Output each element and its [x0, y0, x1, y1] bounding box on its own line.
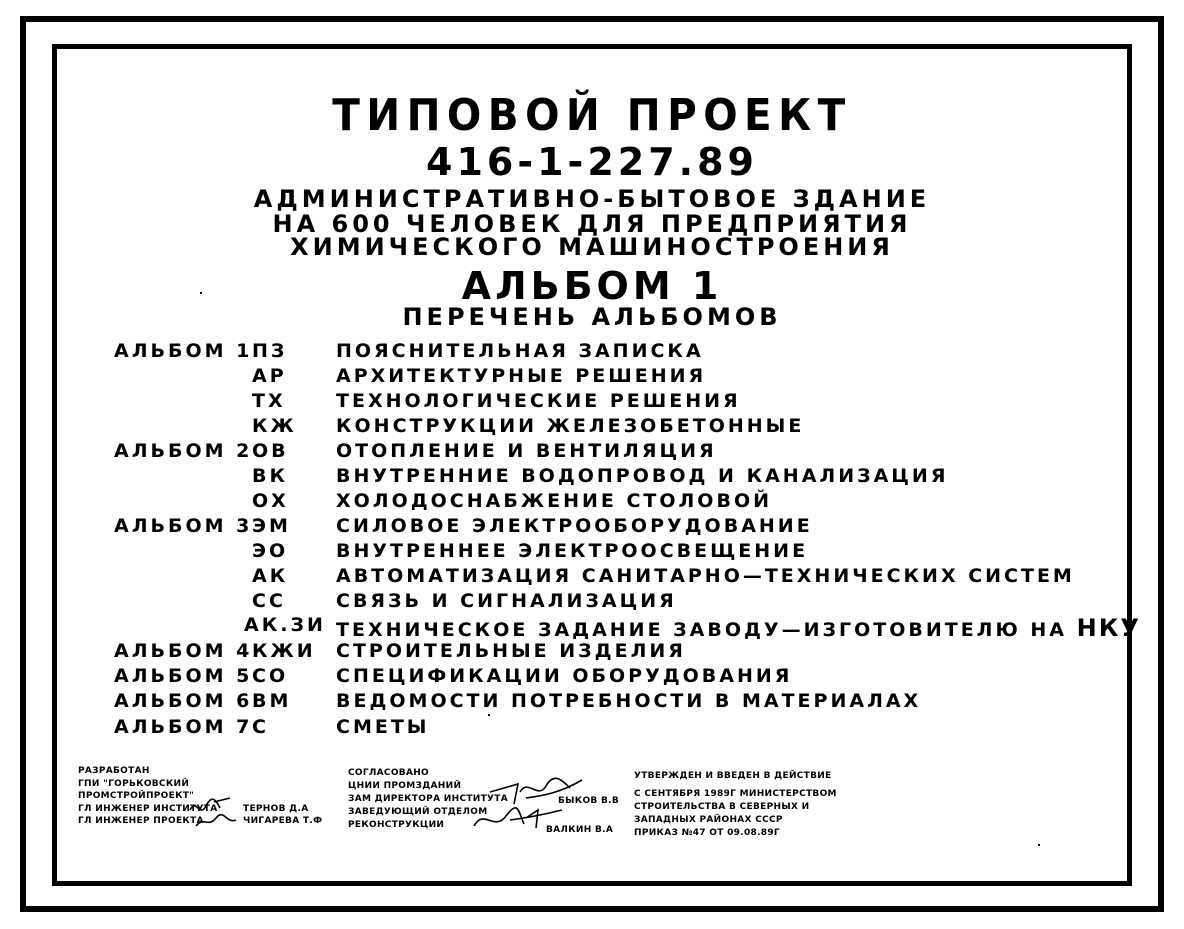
list-item	[0, 716, 1184, 742]
agreed-line: ЦНИИ ПРОМЗДАНИЙ	[348, 781, 462, 791]
section-code: КЖИ	[252, 640, 316, 662]
nku-label: НКУ	[1076, 614, 1141, 642]
speck	[200, 292, 202, 294]
section-code: АК.ЗИ	[244, 614, 326, 636]
signature-scribble	[186, 796, 242, 830]
section-code: ПЗ	[252, 340, 288, 362]
section-name: СПЕЦИФИКАЦИИ ОБОРУДОВАНИЯ	[336, 665, 793, 687]
section-code: ОВ	[252, 440, 289, 462]
list-item	[0, 465, 1184, 491]
signer-name: ТЕРНОВ Д.А	[243, 804, 309, 814]
section-code: ВМ	[252, 690, 292, 712]
agreed-line: ЗАМ ДИРЕКТОРА ИНСТИТУТА	[348, 794, 509, 804]
project-number: 416-1-227.89	[426, 140, 758, 184]
list-title: ПЕРЕЧЕНЬ АЛЬБОМОВ	[402, 303, 782, 331]
list-item	[0, 440, 1184, 466]
album-label: АЛЬБОМ 6	[114, 690, 253, 712]
list-item	[0, 540, 1184, 566]
speck	[1038, 844, 1040, 846]
signer-name: БЫКОВ В.В	[558, 796, 620, 806]
section-name: СТРОИТЕЛЬНЫЕ ИЗДЕЛИЯ	[336, 640, 686, 662]
list-item	[0, 665, 1184, 691]
section-code: АК	[252, 565, 289, 587]
section-name: ТЕХНОЛОГИЧЕСКИЕ РЕШЕНИЯ	[336, 390, 741, 412]
developer-line: ПРОМСТРОЙПРОЕКТ"	[78, 791, 195, 801]
section-name-text: ТЕХНИЧЕСКОЕ ЗАДАНИЕ ЗАВОДУ—ИЗГОТОВИТЕЛЮ НА	[336, 619, 1067, 641]
section-name: ОТОПЛЕНИЕ И ВЕНТИЛЯЦИЯ	[336, 440, 717, 462]
signature-scribble	[466, 770, 596, 836]
album-label: АЛЬБОМ 4	[114, 640, 253, 662]
list-item	[0, 390, 1184, 416]
album-heading: АЛЬБОМ 1	[461, 264, 723, 308]
section-name: СВЯЗЬ И СИГНАЛИЗАЦИЯ	[336, 590, 677, 612]
list-item	[0, 515, 1184, 541]
developer-line: РАЗРАБОТАН	[78, 766, 150, 776]
signer-name: ВАЛКИН В.А	[546, 825, 614, 835]
developer-line: ГЛ ИНЖЕНЕР ПРОЕКТА	[78, 816, 204, 826]
approval-line: УТВЕРЖДЕН И ВВЕДЕН В ДЕЙСТВИЕ	[634, 771, 832, 781]
section-code: ТХ	[252, 390, 286, 412]
section-code: ОХ	[252, 490, 289, 512]
section-name: АРХИТЕКТУРНЫЕ РЕШЕНИЯ	[336, 365, 707, 387]
section-code: ВК	[252, 465, 289, 487]
signer-name: ЧИГАРЕВА Т.Ф	[243, 816, 323, 826]
speck	[488, 714, 490, 716]
list-item	[0, 614, 1184, 640]
agreed-line: ЗАВЕДУЮЩИЙ ОТДЕЛОМ	[348, 807, 488, 817]
section-name: КОНСТРУКЦИИ ЖЕЛЕЗОБЕТОННЫЕ	[336, 415, 805, 437]
section-code: СО	[252, 665, 289, 687]
developer-line: ГПИ "ГОРЬКОВСКИЙ	[78, 779, 190, 789]
section-name: СИЛОВОЕ ЭЛЕКТРООБОРУДОВАНИЕ	[336, 515, 813, 537]
list-item	[0, 340, 1184, 366]
list-item	[0, 415, 1184, 441]
document-title: ТИПОВОЙ ПРОЕКТ	[332, 90, 852, 141]
subtitle-line-3: ХИМИЧЕСКОГО МАШИНОСТРОЕНИЯ	[290, 233, 894, 261]
album-label: АЛЬБОМ 3	[114, 515, 253, 537]
section-name: ХОЛОДОСНАБЖЕНИЕ СТОЛОВОЙ	[336, 490, 772, 512]
album-label: АЛЬБОМ 5	[114, 665, 253, 687]
approval-line: С СЕНТЯБРЯ 1989Г МИНИСТЕРСТВОМ	[634, 789, 837, 799]
list-item	[0, 365, 1184, 391]
list-item	[0, 565, 1184, 591]
agreed-line: СОГЛАСОВАНО	[348, 768, 429, 778]
approval-line: ПРИКАЗ №47 ОТ 09.08.89Г	[634, 828, 780, 838]
developer-line: ГЛ ИНЖЕНЕР ИНСТИТУТА	[78, 804, 218, 814]
list-item	[0, 690, 1184, 716]
section-code: АР	[252, 365, 287, 387]
list-item	[0, 490, 1184, 516]
list-item	[0, 590, 1184, 616]
section-name: АВТОМАТИЗАЦИЯ САНИТАРНО—ТЕХНИЧЕСКИХ СИСТЕМ	[336, 565, 1075, 587]
section-name	[336, 614, 1141, 642]
section-code: ЭМ	[252, 515, 291, 537]
section-code: КЖ	[252, 415, 297, 437]
section-name: ВНУТРЕННЕЕ ЭЛЕКТРООСВЕЩЕНИЕ	[336, 540, 809, 562]
album-label: АЛЬБОМ 1	[114, 340, 253, 362]
album-label: АЛЬБОМ 2	[114, 440, 253, 462]
section-code: С	[252, 716, 269, 738]
agreed-line: РЕКОНСТРУКЦИИ	[348, 820, 445, 830]
album-label: АЛЬБОМ 7	[114, 716, 253, 738]
section-name: ВЕДОМОСТИ ПОТРЕБНОСТИ В МАТЕРИАЛАХ	[336, 690, 922, 712]
section-name: СМЕТЫ	[336, 716, 430, 738]
approval-line: СТРОИТЕЛЬСТВА В СЕВЕРНЫХ И	[634, 802, 810, 812]
section-name: ПОЯСНИТЕЛЬНАЯ ЗАПИСКА	[336, 340, 704, 362]
subtitle-line-2: НА 600 ЧЕЛОВЕК ДЛЯ ПРЕДПРИЯТИЯ	[272, 210, 912, 238]
section-code: ЭО	[252, 540, 289, 562]
subtitle-line-1: АДМИНИСТРАТИВНО-БЫТОВОЕ ЗДАНИЕ	[253, 185, 931, 213]
approval-line: ЗАПАДНЫХ РАЙОНАХ СССР	[634, 815, 783, 825]
section-code: СС	[252, 590, 286, 612]
list-item	[0, 640, 1184, 666]
section-name: ВНУТРЕННИЕ ВОДОПРОВОД И КАНАЛИЗАЦИЯ	[336, 465, 949, 487]
